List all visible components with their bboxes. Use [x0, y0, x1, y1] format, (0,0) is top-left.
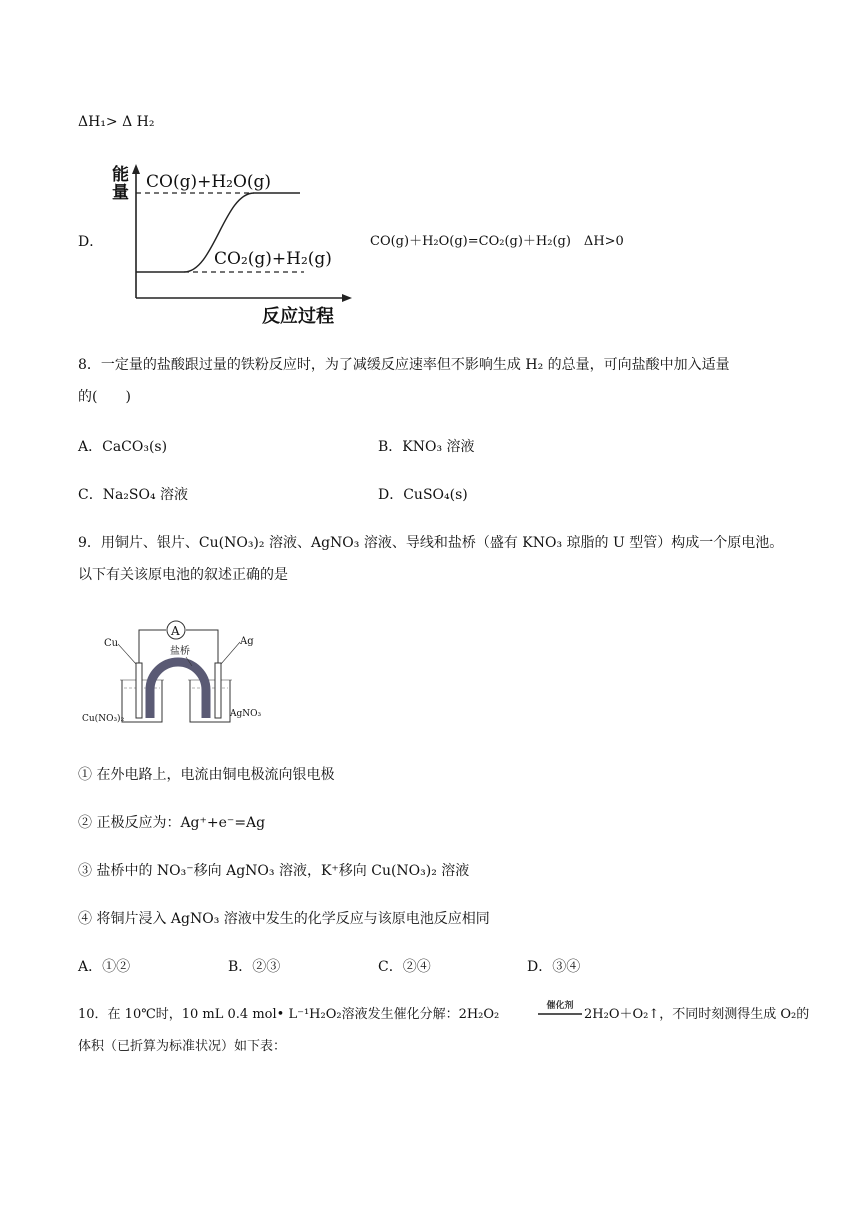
q7-option-d-label: D．: [78, 234, 104, 250]
q8-stem-line1: 8．一定量的盐酸跟过量的铁粉反应时，为了减缓反应速率但不影响生成 H₂ 的总量，可向盐酸中加入适量: [78, 357, 730, 373]
q9-option-a: A．①②: [78, 959, 131, 975]
catalyst-label: 催化剂: [546, 1001, 574, 1011]
q8-option-b: B．KNO₃ 溶液: [378, 439, 475, 455]
delta-h-comparison: ΔH₁> Δ H₂: [78, 114, 155, 130]
right-solution-label: AgNO₃: [230, 709, 262, 719]
q9-option-d: D．③④: [527, 959, 581, 975]
q9-option-b: B．②③: [228, 959, 281, 975]
q10-stem-line2: 体积（已折算为标准状况）如下表：: [78, 1039, 287, 1054]
ag-electrode-label: Ag: [240, 636, 254, 647]
left-solution-label: Cu(NO₃)₂: [82, 714, 125, 724]
product-level-label: CO₂(g)+H₂(g): [214, 249, 332, 269]
cu-electrode-label: Cu: [104, 638, 119, 649]
q8-option-a: A．CaCO₃(s): [78, 439, 168, 455]
energy-diagram: [104, 160, 364, 330]
salt-bridge-label: 盐桥: [170, 646, 190, 657]
q9-statement-4: ④ 将铜片浸入 AgNO₃ 溶液中发生的化学反应与该原电池反应相同: [78, 911, 490, 927]
energy-axis-label-2: 量: [112, 183, 129, 203]
q7-option-d-equation: CO(g)＋H₂O(g)=CO₂(g)＋H₂(g) ΔH>0: [370, 234, 624, 249]
q9-statement-3: ③ 盐桥中的 NO₃⁻移向 AgNO₃ 溶液，K⁺移向 Cu(NO₃)₂ 溶液: [78, 863, 470, 879]
q9-statement-1: ① 在外电路上，电流由铜电极流向银电极: [78, 767, 335, 783]
q9-statement-2: ② 正极反应为：Ag⁺+e⁻=Ag: [78, 815, 266, 831]
ammeter-label: A: [171, 624, 180, 638]
energy-axis-label-1: 能: [112, 165, 129, 185]
q8-stem-line2: 的( ): [78, 389, 131, 405]
reactant-level-label: CO(g)+H₂O(g): [146, 172, 272, 192]
q8-option-d: D．CuSO₄(s): [378, 487, 468, 503]
reaction-progress-label: 反应过程: [262, 306, 334, 327]
q9-stem-line1: 9．用铜片、银片、Cu(NO₃)₂ 溶液、AgNO₃ 溶液、导线和盐桥（盛有 KNO₃ 琼脂的 U 型管）构成一个原电池。: [78, 535, 784, 551]
q10-stem-line1-end: 2H₂O＋O₂↑，不同时刻测得生成 O₂的: [584, 1007, 810, 1022]
reaction-arrow: [538, 1013, 582, 1015]
q8-option-c: C．Na₂SO₄ 溶液: [78, 487, 189, 503]
q9-stem-line2: 以下有关该原电池的叙述正确的是: [78, 567, 288, 583]
q10-stem-line1-start: 10．在 10℃时，10 mL 0.4 mol• L⁻¹H₂O₂溶液发生催化分解：2H₂O₂: [78, 1007, 500, 1022]
galvanic-cell-diagram: [80, 618, 270, 730]
q9-option-c: C．②④: [378, 959, 431, 975]
